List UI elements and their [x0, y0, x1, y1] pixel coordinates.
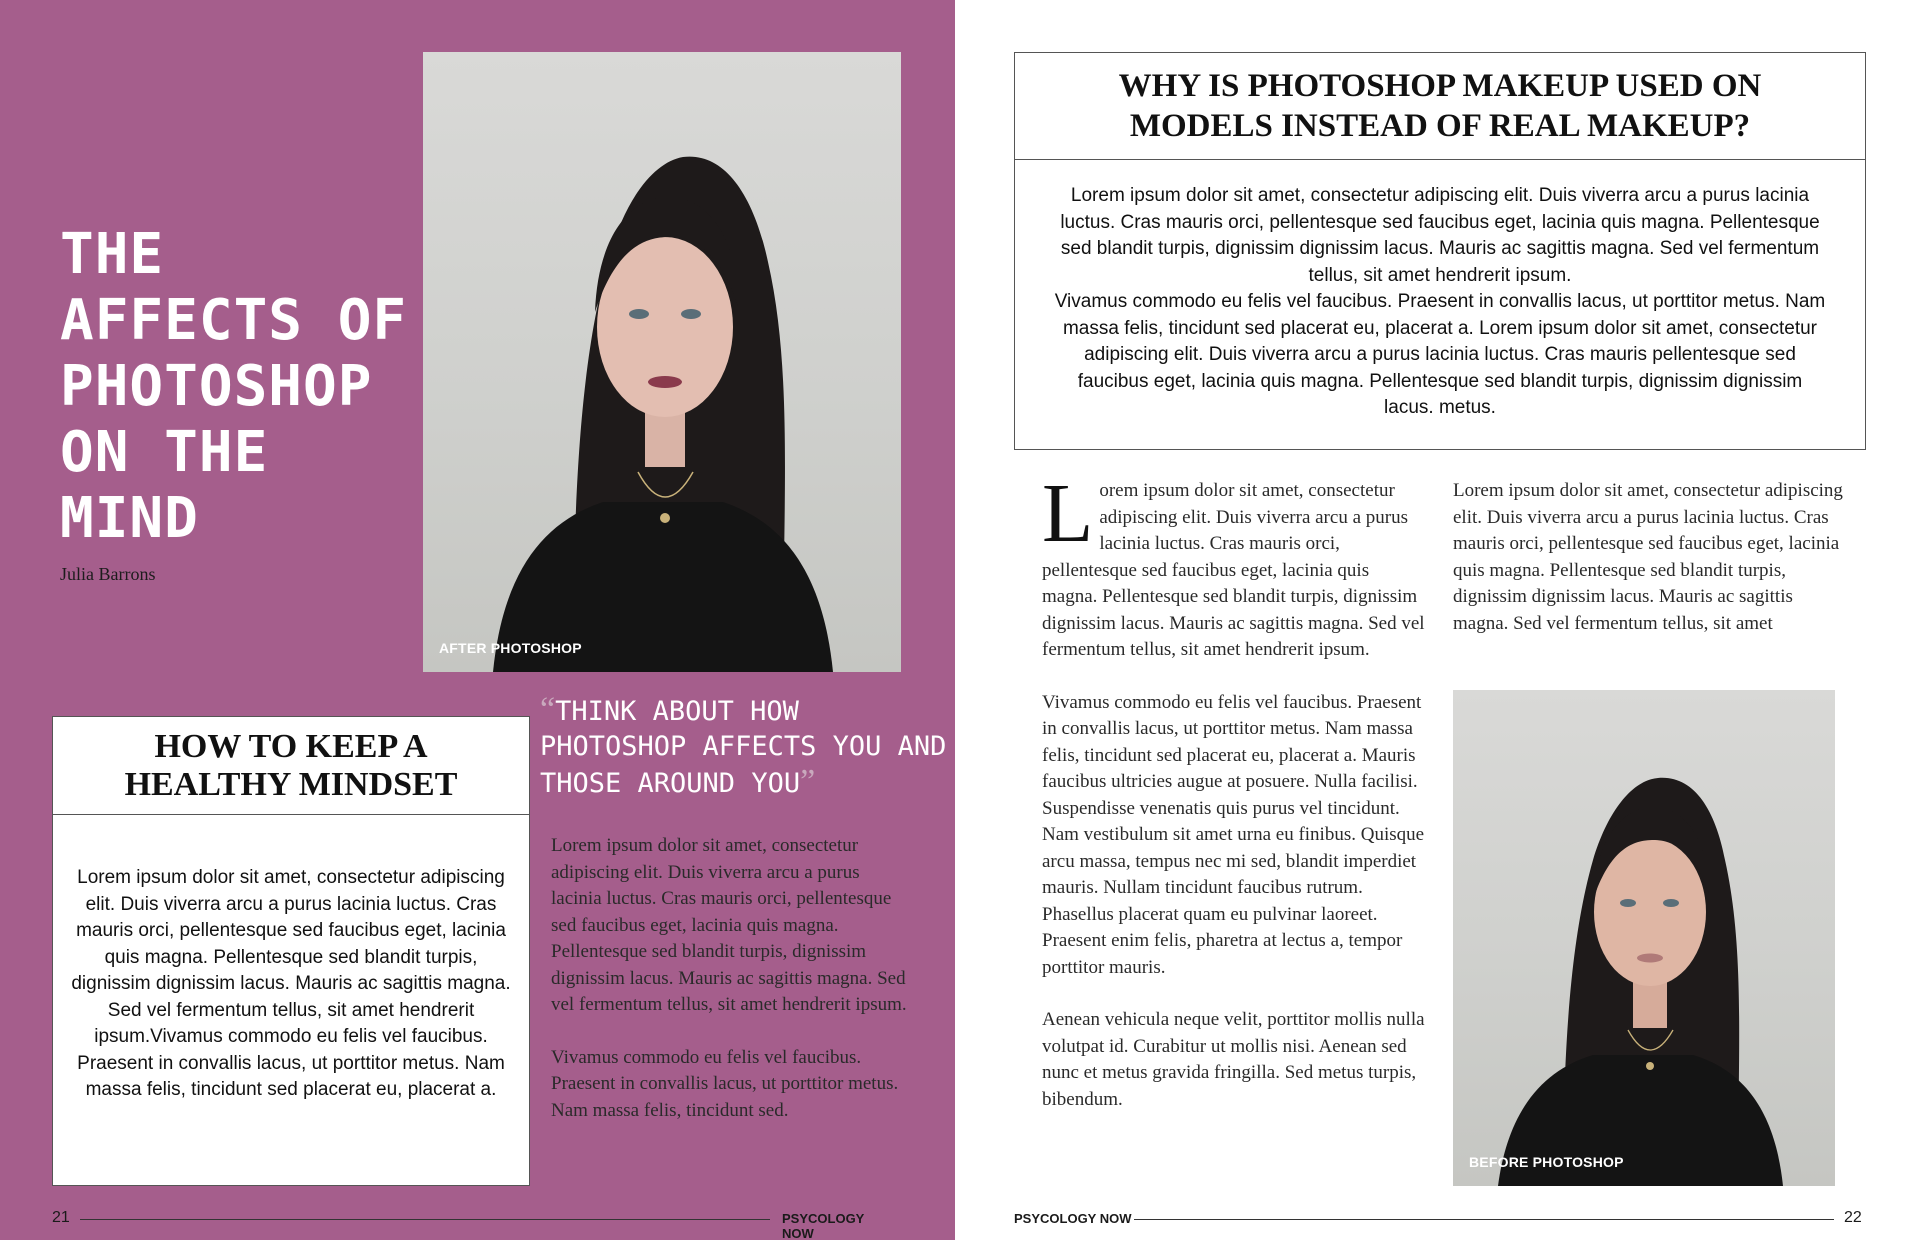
- healthy-mindset-box: [52, 716, 530, 1186]
- portrait-illustration: [423, 52, 901, 672]
- left-footer: [52, 1207, 898, 1240]
- quote-text: THINK ABOUT HOW PHOTOSHOP AFFECTS YOU AND THOSE AROUND YOU: [540, 696, 947, 799]
- right-body-column-a: [1042, 467, 1426, 1113]
- col-a-paragraph-1: [1042, 467, 1426, 664]
- col-a-paragraph-1-text: orem ipsum dolor sit amet, consectetur adipiscing elit. Duis viverra arcu a purus lacinia luctus. Cras mauris orci, pellentesque sed faucibus eget, lacinia quis magna. Pellentesque sed blandit turpis, dignissim dignissim lacus. Mauris ac sagittis magna. Sed vel fermentum tellus, sit amet hendrerit ipsum.: [1042, 480, 1425, 660]
- why-heading: WHY IS PHOTOSHOP MAKEUP USED ON MODELS INSTEAD OF REAL MAKEUP?: [1015, 53, 1865, 160]
- mindset-heading: HOW TO KEEP A HEALTHY MINDSET: [53, 717, 529, 815]
- pull-quote: [540, 692, 950, 801]
- before-photoshop-photo: [1453, 690, 1835, 1186]
- left-page: [0, 0, 955, 1240]
- author-byline: Julia Barrons: [60, 564, 156, 584]
- drop-cap: L: [1042, 467, 1094, 560]
- magazine-name-right: PSYCOLOGY NOW: [1014, 1211, 1132, 1226]
- magazine-name-left: PSYCOLOGY NOW: [782, 1211, 865, 1240]
- mindset-body: Lorem ipsum dolor sit amet, consectetur adipiscing elit. Duis viverra arcu a purus lacinia luctus. Cras mauris orci, pellentesque sed faucibus eget, lacinia quis magna. Pellentesque sed blandit turpis, dignissim dignissim lacus. Mauris ac sagittis magna. Sed vel fermentum tellus, sit amet hendrerit ipsum.Vivamus commodo eu felis vel faucibus. Praesent in convallis lacus, ut porttitor metus. Nam massa felis, tincidunt sed placerat eu, placerat a.: [71, 867, 511, 1100]
- page-number-right: 22: [1844, 1209, 1862, 1226]
- quote-close-mark: ”: [800, 763, 816, 800]
- footer-rule-left: [80, 1219, 770, 1220]
- left-col-paragraph-2: Vivamus commodo eu felis vel faucibus. Praesent in convallis lacus, ut porttitor metus. Nam massa felis, tincidunt sed.: [551, 1046, 899, 1121]
- right-footer: [1014, 1207, 1866, 1231]
- footer-rule-right: [1134, 1219, 1834, 1220]
- after-photo-caption: AFTER PHOTOSHOP: [439, 640, 582, 656]
- why-paragraph-2: Vivamus commodo eu felis vel faucibus. Praesent in convallis lacus, ut porttitor metus. Nam massa felis, tincidunt sed placerat eu, placerat a. Lorem ipsum dolor sit amet, consectetur adipiscing elit. Duis viverra arcu a purus lacinia luctus. Cras mauris pellentesque sed faucibus eget, lacinia quis magna. Pellentesque sed blandit turpis, dignissim dignissim lacus. metus.: [1054, 291, 1826, 418]
- why-photoshop-box: [1014, 52, 1866, 450]
- portrait-illustration: [1453, 690, 1835, 1186]
- left-body-column: [551, 833, 911, 1124]
- why-body: [1015, 160, 1865, 422]
- before-photo-caption: BEFORE PHOTOSHOP: [1469, 1154, 1624, 1170]
- right-body-column-b: [1453, 478, 1848, 637]
- left-col-paragraph-1: Lorem ipsum dolor sit amet, consectetur adipiscing elit. Duis viverra arcu a purus lacinia luctus. Cras mauris orci, pellentesque sed faucibus eget, lacinia quis magna. Pellentesque sed blandit turpis, dignissim dignissim lacus. Mauris ac sagittis magna. Sed vel fermentum tellus, sit amet hendrerit ipsum.: [551, 835, 907, 1015]
- article-title: THE AFFECTS OF PHOTOSHOP ON THE MIND: [60, 222, 408, 551]
- col-a-paragraph-3: Aenean vehicula neque velit, porttitor mollis nulla volutpat id. Curabitur ut mollis nisi. Aenean sed nunc et metus gravida fringilla. Sed metus turpis, bibendum.: [1042, 1009, 1425, 1110]
- col-a-paragraph-2: Vivamus commodo eu felis vel faucibus. Praesent in convallis lacus, ut porttitor metus. Nam massa felis, tincidunt sed placerat eu, placerat a. Mauris faucibus ultricies augue at posuere. Nulla facilisi. Suspendisse venenatis quis purus vel tincidunt. Nam vestibulum sit amet urna eu finibus. Quisque arcu massa, tempus nec mi sed, blandit imperdiet mauris. Nullam tincidunt faucibus rutrum. Phasellus placerat quam eu pulvinar laoreet. Praesent enim felis, pharetra at lectus a, tempor porttitor mauris.: [1042, 691, 1425, 978]
- why-paragraph-1: Lorem ipsum dolor sit amet, consectetur adipiscing elit. Duis viverra arcu a purus lacinia luctus. Cras mauris orci, pellentesque sed faucibus eget, lacinia quis magna. Pellentesque sed blandit turpis, dignissim dignissim lacus. Mauris ac sagittis magna. Sed vel fermentum tellus, sit amet hendrerit ipsum.: [1060, 185, 1820, 286]
- page-number-left: 21: [52, 1209, 70, 1226]
- after-photoshop-photo: [423, 52, 901, 672]
- quote-open-mark: “: [540, 691, 556, 728]
- col-b-paragraph-1: Lorem ipsum dolor sit amet, consectetur adipiscing elit. Duis viverra arcu a purus lacinia luctus. Cras mauris orci, pellentesque sed faucibus eget, lacinia quis magna. Pellentesque sed blandit turpis, dignissim dignissim lacus. Mauris ac sagittis magna. Sed vel fermentum tellus, sit amet: [1453, 480, 1843, 634]
